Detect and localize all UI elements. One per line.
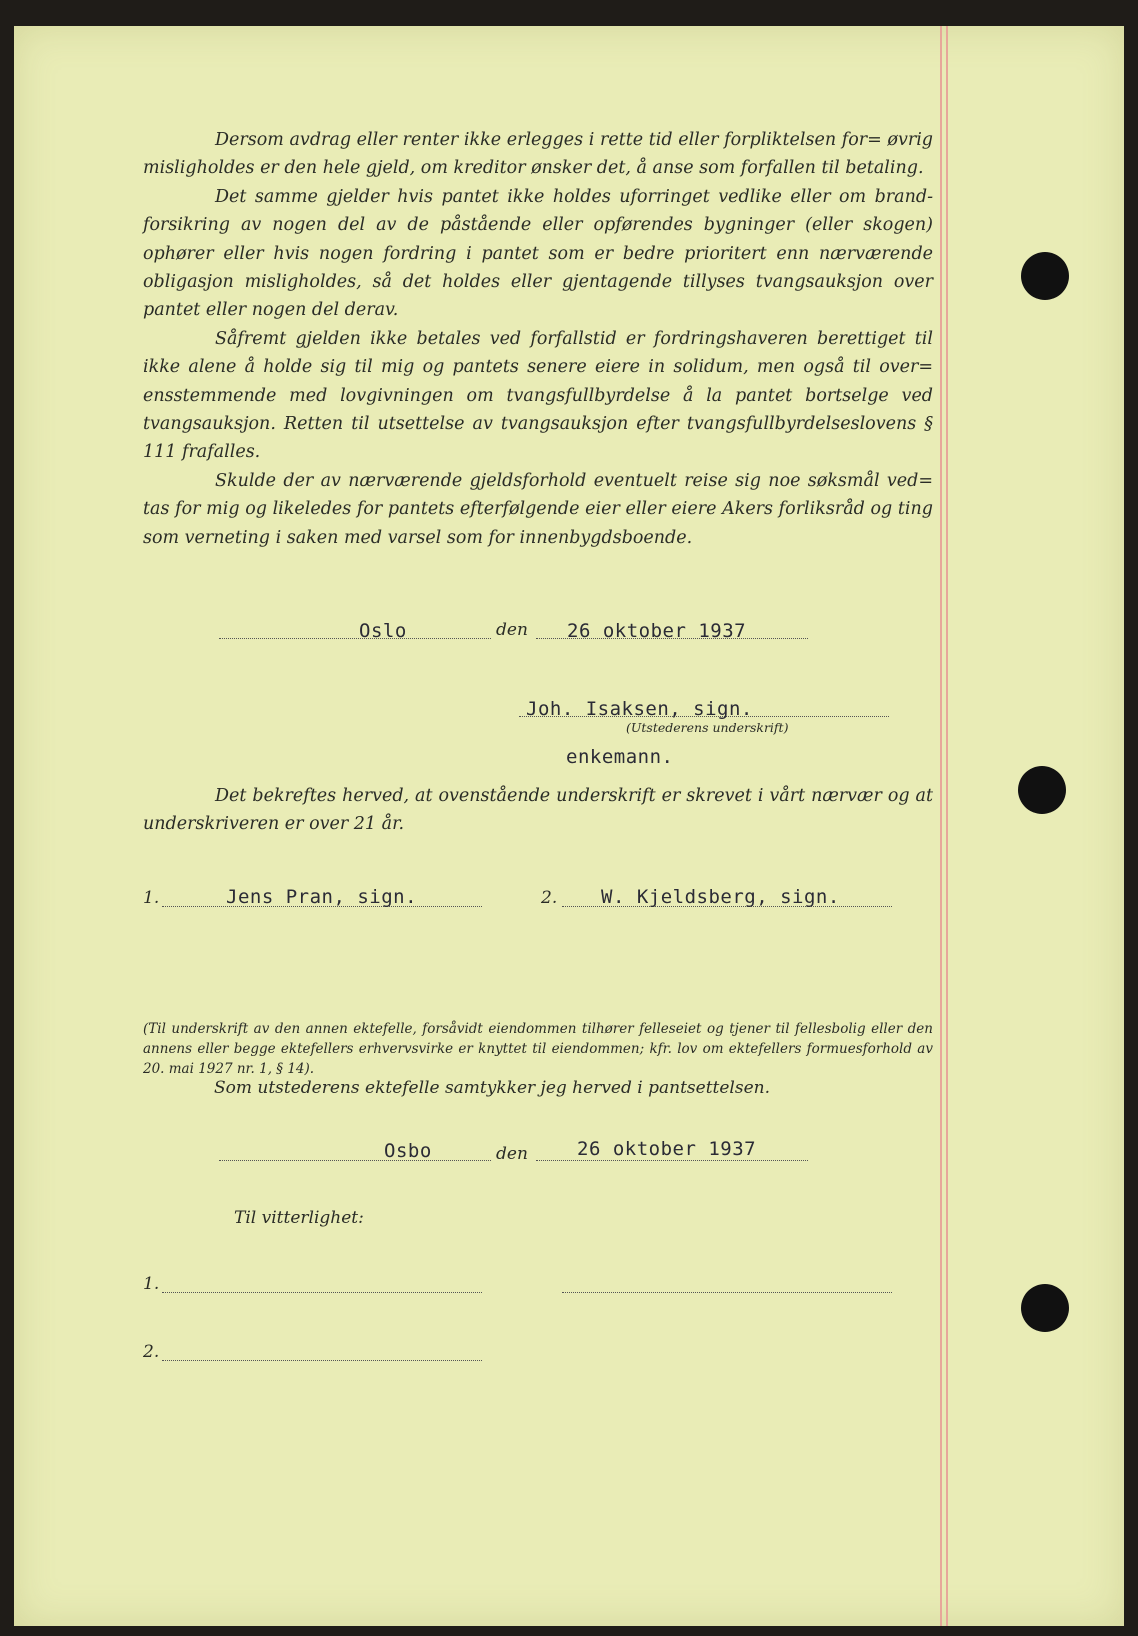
spouse-consent: Som utstederens ektefelle samtykker jeg herved i pantsettelsen. xyxy=(214,1078,770,1098)
den-label-2: den xyxy=(496,1144,528,1164)
paragraph-collateral: Det samme gjelder hvis pantet ikke holdes uforringet vedlike eller om brand- forsikring av nogen del av de påstående eller opførendes bygninger (eller skogen) ophører eller hvis nogen fordring i pantet som er bedre prioritert enn nærværende obligasjon misligholdes, så det holdes eller gjentagende tillyses tvangsauksjon over pantet eller nogen del derav. xyxy=(143,186,933,321)
vitterlighet-heading: Til vitterlighet: xyxy=(234,1208,364,1228)
issuer-signature: Joh. Isaksen, sign. xyxy=(526,698,753,720)
punch-hole xyxy=(1021,252,1069,300)
place-value-2: Osbo xyxy=(384,1140,432,1162)
date-line-2 xyxy=(536,1160,808,1161)
paragraph-venue: Skulde der av nærværende gjeldsforhold eventuelt reise sig noe søksmål ved= tas for mig og likeledes for pantets efterfølgende eier eller eiere Akers forliksråd og ting som verneting i saken med varsel som for innenbygdsboende. xyxy=(143,470,933,548)
confirmation-text: Det bekreftes herved, at ovenstående underskrift er skrevet i vårt nærvær og at underskriveren er over 21 år. xyxy=(143,786,933,835)
witness-2-number: 2. xyxy=(541,888,558,908)
place-value: Oslo xyxy=(359,620,407,642)
margin-rule xyxy=(940,26,942,1626)
place-line-2 xyxy=(219,1160,491,1161)
paragraph-default: Dersom avdrag eller renter ikke erlegges i rette tid eller forpliktelsen for= øvrig misligholdes er den hele gjeld, om kreditor ønsker det, å anse som forfallen til betaling. xyxy=(143,130,933,179)
terms-text xyxy=(143,126,933,552)
signature-caption: (Utstederens underskrift) xyxy=(626,720,789,735)
spouse-note: (Til underskrift av den annen ektefelle, forsåvidt eiendommen tilhører felleseiet og tjener til fellesbolig eller den annens eller begge ektefellers erhvervsvirke er knyttet til eiendommen; kfr. lov om ektefellers formuesforhold av 20. mai 1927 nr. 1, § 14). xyxy=(143,1021,933,1077)
vitterlighet-1b-line xyxy=(562,1292,892,1293)
date-value: 26 oktober 1937 xyxy=(567,620,747,642)
date-value-2: 26 oktober 1937 xyxy=(577,1138,757,1160)
witness-2-name: W. Kjeldsberg, sign. xyxy=(601,886,840,908)
witness-1-name: Jens Pran, sign. xyxy=(226,886,418,908)
place-line xyxy=(219,638,491,639)
issuer-status: enkemann. xyxy=(566,746,674,768)
document-page xyxy=(14,26,1124,1626)
den-label: den xyxy=(496,620,528,640)
vitterlighet-1-number: 1. xyxy=(143,1274,160,1294)
vitterlighet-2-line xyxy=(162,1360,482,1361)
vitterlighet-1-line xyxy=(162,1292,482,1293)
witness-1-number: 1. xyxy=(143,888,160,908)
punch-hole xyxy=(1018,766,1066,814)
vitterlighet-2-number: 2. xyxy=(143,1342,160,1362)
punch-hole xyxy=(1021,1284,1069,1332)
paragraph-enforcement: Såfremt gjelden ikke betales ved forfallstid er fordringshaveren berettiget til ikke alene å holde sig til mig og pantets senere eiere in solidum, men også til over= ensstemmende med lovgivningen om tvangsfullbyrdelse å la pantet bortselge ved tvangsauksjon. Retten til utsettelse av tvangsauksjon efter tvangsfullbyrdelseslovens § 111 frafalles. xyxy=(143,328,933,463)
margin-rule xyxy=(946,26,948,1626)
